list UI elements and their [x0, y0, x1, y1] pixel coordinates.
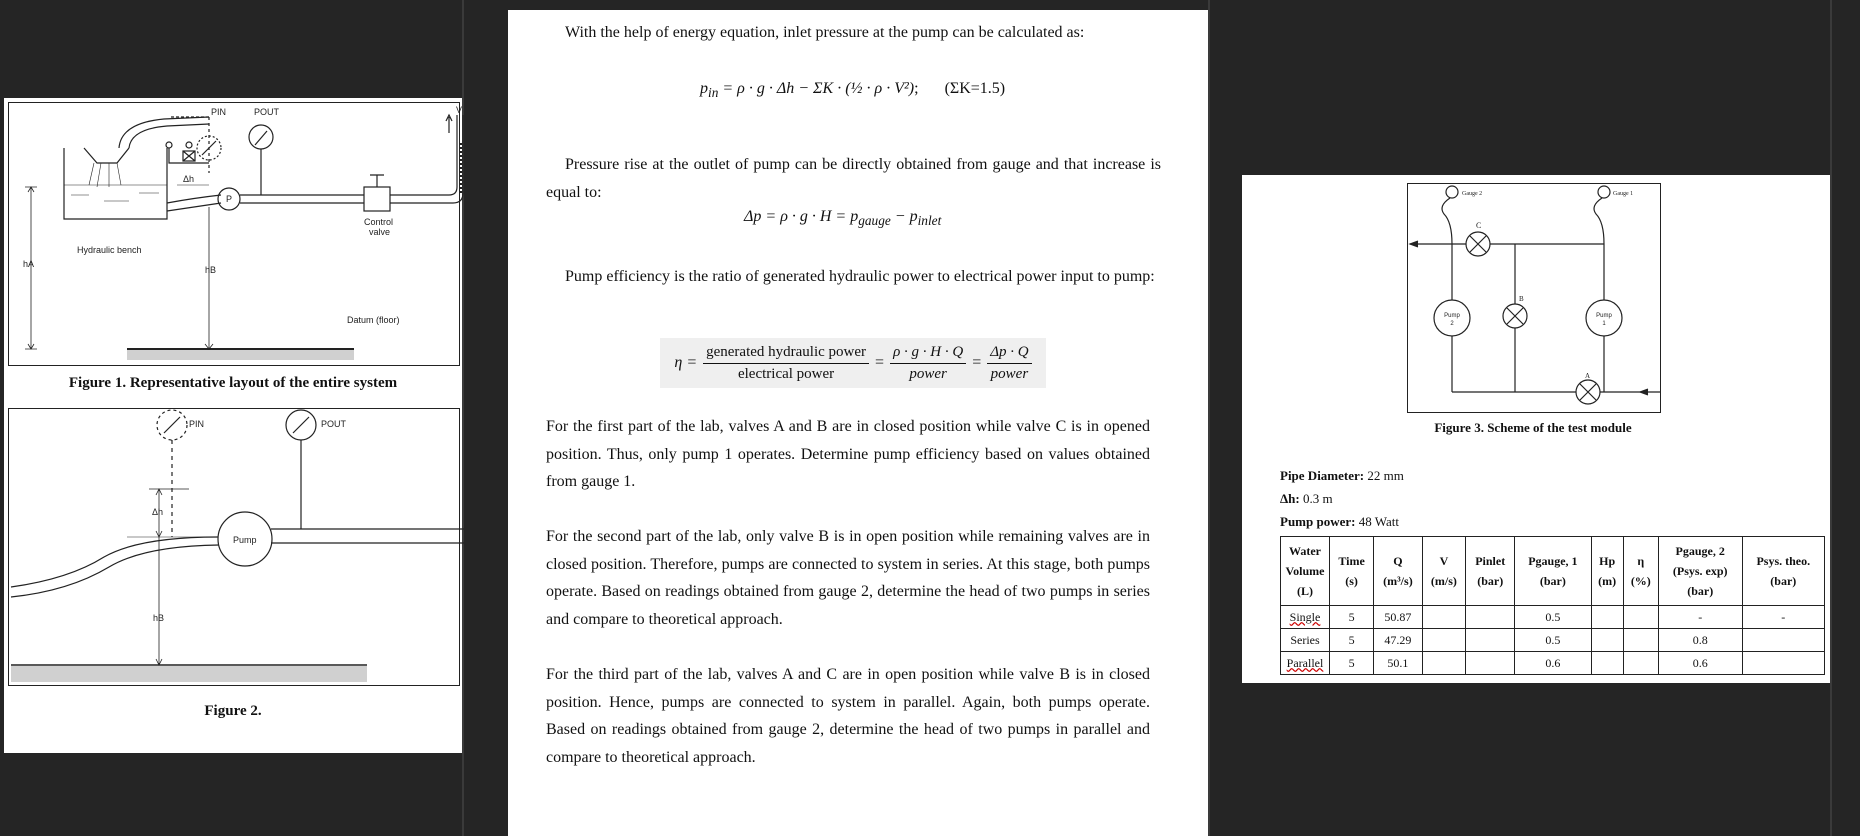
figure-2-diagram — [9, 409, 459, 685]
label-pump: Pump — [233, 535, 257, 545]
label-control-valve-1: Control — [364, 217, 394, 227]
cell: Parallel — [1281, 652, 1330, 675]
label-h-b: hB — [205, 265, 217, 275]
label-datum: Datum (floor) — [347, 315, 400, 325]
eq1-note: (ΣK=1.5) — [944, 80, 1006, 97]
cell: Series — [1281, 629, 1330, 652]
col-p-inlet: Pinlet (bar) — [1466, 537, 1515, 606]
label-pump-2-b: 2 — [1450, 321, 1454, 327]
table-row — [1281, 652, 1825, 675]
label-delta-h: Δh — [183, 174, 195, 184]
cell: 0.8 — [1658, 629, 1742, 652]
cell: 47.29 — [1374, 629, 1423, 652]
paragraph-part-2: For the second part of the lab, only valve B is in open position while remaining valves are in closed position. Therefore, pumps are connected to system in series. At this stage, both pumps operate. Based on readings obtained from gauge 2, determine the head of two pumps in series and compare to theoretical approach. — [546, 528, 1150, 628]
col-p-gauge-1: Pgauge, 1 (bar) — [1515, 537, 1591, 606]
label-hydraulic-bench: Hydraulic bench — [77, 245, 142, 255]
label-h-a: hA — [23, 259, 35, 269]
cell — [1422, 629, 1466, 652]
cell: 0.5 — [1515, 629, 1591, 652]
label-pump-1-b: 1 — [1602, 321, 1606, 327]
col-efficiency: η (%) — [1623, 537, 1658, 606]
table-row — [1281, 606, 1825, 629]
label-valve-c: C — [1476, 221, 1482, 230]
cell — [1623, 629, 1658, 652]
cell: - — [1658, 606, 1742, 629]
col-water-volume: Water Volume (L) — [1281, 537, 1330, 606]
figure-1 — [8, 102, 463, 366]
eq3-den-2: power — [909, 365, 947, 382]
eq1-lhs: p — [700, 80, 708, 97]
info-pipe-diameter — [1280, 468, 1404, 484]
col-p-gauge-2: Pgauge, 2 (Psys. exp) (bar) — [1658, 537, 1742, 606]
cell — [1591, 629, 1623, 652]
label-delta-h-2: Δh — [152, 507, 164, 517]
table-header-row — [1281, 537, 1825, 606]
label-valve-a: A — [1585, 372, 1591, 380]
label-pump-1-a: Pump — [1596, 313, 1612, 319]
col-flow: Q (m³/s) — [1374, 537, 1423, 606]
paragraph-pressure-rise: Pressure rise at the outlet of pump can be directly obtained from gauge and that increase is equal to: — [546, 156, 1161, 201]
col-head: Hp (m) — [1591, 537, 1623, 606]
equation-pressure-rise — [744, 208, 941, 229]
equation-efficiency — [660, 338, 1046, 388]
label-p-out: POUT — [254, 107, 280, 117]
cell — [1623, 652, 1658, 675]
info-pump-power-value: 48 Watt — [1355, 514, 1399, 529]
cell: 0.6 — [1658, 652, 1742, 675]
document-page — [508, 10, 1208, 836]
cell: - — [1742, 606, 1824, 629]
col-time: Time (s) — [1330, 537, 1374, 606]
eq1-body: = ρ · g · Δh − ΣK · — [718, 80, 846, 97]
label-pump-p: P — [226, 194, 233, 204]
viewer-strip-far-right — [1830, 0, 1832, 836]
figure-2 — [8, 408, 460, 686]
col-velocity: V (m/s) — [1422, 537, 1466, 606]
cell — [1591, 652, 1623, 675]
eq1-half-term: (½ · ρ · V²) — [845, 80, 915, 97]
info-pipe-diameter-label: Pipe Diameter: — [1280, 468, 1365, 483]
results-table — [1280, 536, 1825, 675]
paragraph-energy-equation: With the help of energy equation, inlet pressure at the pump can be calculated as: — [565, 24, 1085, 41]
eq3-num-2: ρ · g · H · Q — [890, 344, 966, 364]
label-pump-2-a: Pump — [1444, 313, 1460, 319]
info-delta-h-value: 0.3 m — [1299, 491, 1333, 506]
col-p-sys-theo: Psys. theo. (bar) — [1742, 537, 1824, 606]
cell — [1466, 652, 1515, 675]
label-h-b-2: hB — [153, 613, 165, 623]
figure-3-diagram — [1408, 184, 1660, 412]
cell — [1742, 629, 1824, 652]
paragraph-efficiency: Pump efficiency is the ratio of generated hydraulic power to electrical power input to pump: — [565, 268, 1155, 285]
cell: 50.1 — [1374, 652, 1423, 675]
eq3-equals-2: = — [972, 354, 982, 371]
cell: 50.87 — [1374, 606, 1423, 629]
cell: 5 — [1330, 652, 1374, 675]
eq3-num-3: Δp · Q — [987, 344, 1031, 364]
eq2-body: Δp = ρ · g · H = p — [744, 208, 859, 225]
viewer-strip-right — [1208, 0, 1210, 836]
label-p-in: PIN — [211, 107, 227, 117]
info-pipe-diameter-value: 22 mm — [1364, 468, 1404, 483]
eq1-lhs-sub: in — [708, 85, 719, 101]
label-gauge-1: Gauge 1 — [1613, 191, 1634, 197]
eq3-num-1: generated hydraulic power — [703, 344, 869, 364]
label-gauge-2: Gauge 2 — [1462, 191, 1483, 197]
cell: Single — [1281, 606, 1330, 629]
cell — [1742, 652, 1824, 675]
figure-1-caption: Figure 1. Representative layout of the entire system — [68, 375, 398, 391]
label-p-out-2: POUT — [321, 419, 347, 429]
right-data-panel — [1242, 175, 1830, 683]
eq3-lhs: η = — [674, 354, 698, 371]
figure-3-caption: Figure 3. Scheme of the test module — [1434, 420, 1632, 435]
info-pump-power-label: Pump power: — [1280, 514, 1356, 529]
figure-3 — [1407, 183, 1661, 413]
info-pump-power — [1280, 514, 1399, 530]
figure-2-caption: Figure 2. — [204, 703, 262, 719]
cell: 0.6 — [1515, 652, 1591, 675]
equation-inlet-pressure — [700, 80, 1005, 101]
label-p-in-2: PIN — [189, 419, 205, 429]
cell: 0.5 — [1515, 606, 1591, 629]
paragraph-part-1: For the first part of the lab, valves A and B are in closed position while valve C is in opened position. Thus, only pump 1 operates. Determine pump efficiency based on values obtained from gauge 1. — [546, 418, 1150, 490]
figure-1-diagram — [9, 103, 463, 365]
cell — [1591, 606, 1623, 629]
cell — [1422, 606, 1466, 629]
cell — [1466, 629, 1515, 652]
eq2-sub-inlet: inlet — [917, 213, 942, 229]
cell — [1466, 606, 1515, 629]
left-figure-panel — [4, 98, 462, 753]
eq2-sub-gauge: gauge — [858, 213, 891, 229]
eq3-den-3: power — [990, 365, 1029, 382]
eq3-equals-1: = — [875, 354, 885, 371]
cell: 5 — [1330, 606, 1374, 629]
cell — [1623, 606, 1658, 629]
paragraph-part-3: For the third part of the lab, valves A and C are in open position while valve B is in closed position. Hence, pumps are connected to system in parallel. Again, both pumps operate. Based on readings obtained from gauge 2, determine the head of two pumps in parallel and compare to theoretical approach. — [546, 666, 1150, 766]
eq3-den-1: electrical power — [737, 365, 835, 382]
table-row — [1281, 629, 1825, 652]
info-delta-h — [1280, 491, 1333, 507]
label-velocity: V — [456, 105, 463, 115]
label-control-valve-2: valve — [369, 227, 391, 237]
label-valve-b: B — [1519, 295, 1524, 303]
eq2-mid: − p — [890, 208, 918, 225]
info-delta-h-label: Δh: — [1280, 491, 1300, 506]
cell — [1422, 652, 1466, 675]
cell: 5 — [1330, 629, 1374, 652]
eq1-tail: ; — [914, 80, 919, 97]
